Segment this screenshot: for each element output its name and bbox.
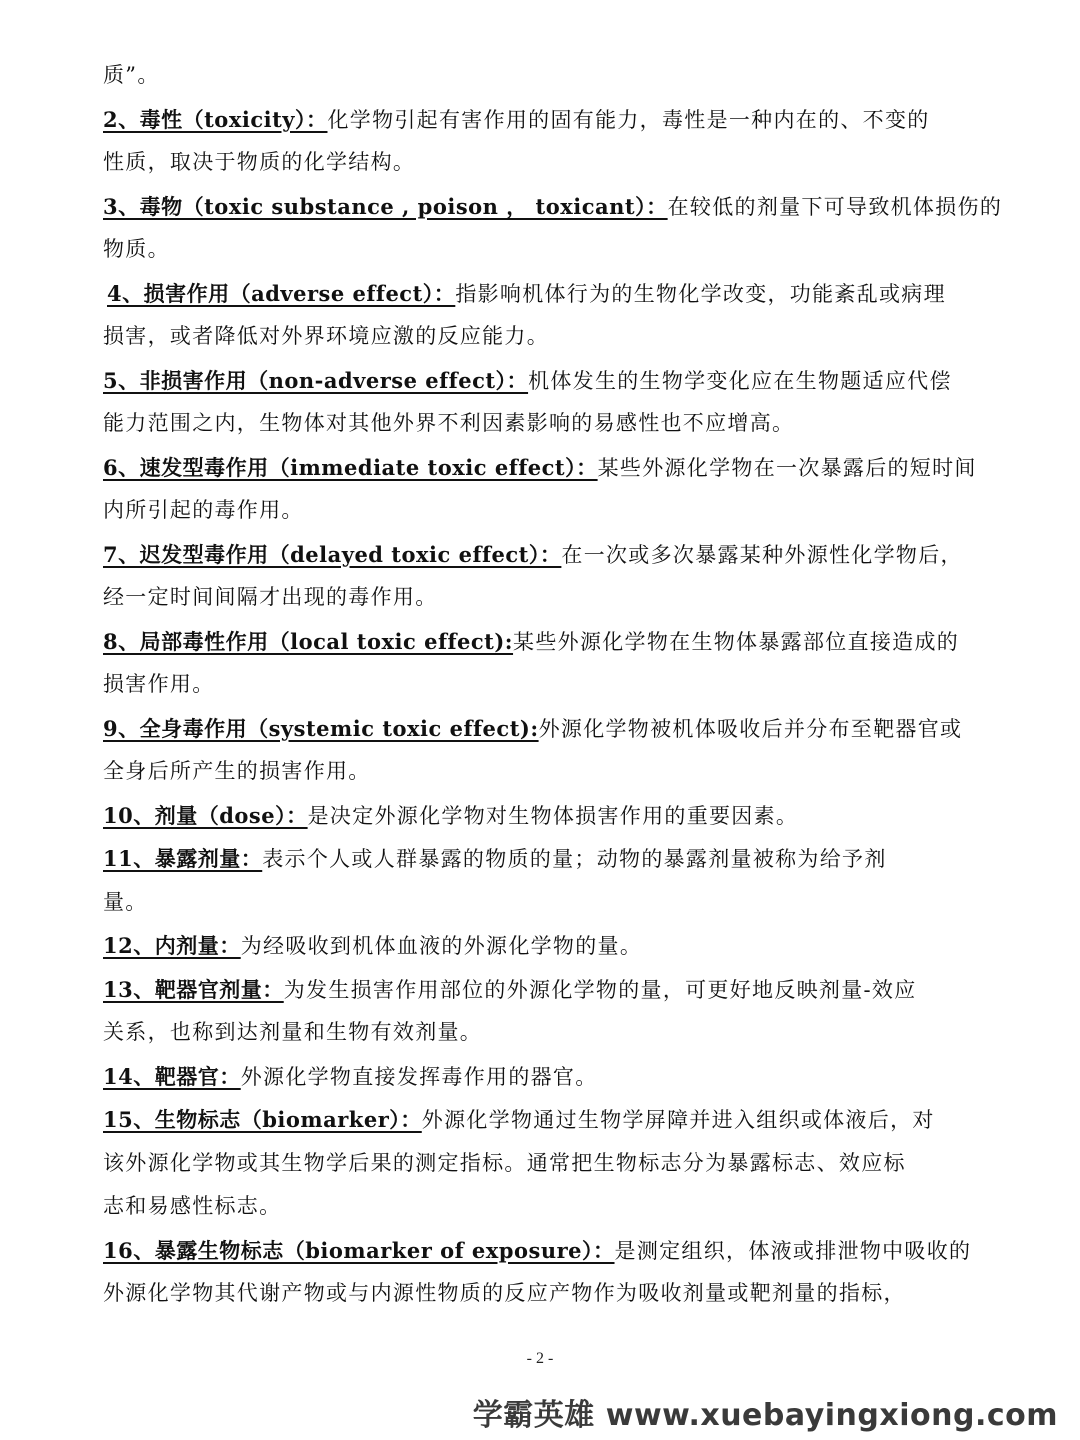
definition-text: 为经吸收到机体血液的外源化学物的量。: [240, 934, 643, 958]
definition-text: 关系，也称到达剂量和生物有效剂量。: [103, 1020, 483, 1044]
definition-term: 11、暴露剂量：: [103, 846, 263, 871]
definition-text: 为发生损害作用部位的外源化学物的量，可更好地反映剂量-效应: [283, 977, 917, 1002]
text-line: [103, 446, 983, 490]
text-line: [103, 315, 983, 359]
text-line: [103, 359, 983, 403]
definition-text: 志和易感性标志。: [103, 1194, 282, 1218]
definition-text: 指影响机体行为的生物化学改变，功能紊乱或病理: [455, 281, 946, 306]
text-line: [103, 489, 983, 533]
definition-text: 损害作用。: [103, 672, 215, 696]
definition-term: 15、生物标志（biomarker）：: [103, 1107, 422, 1132]
text-line: [103, 1098, 983, 1142]
definition-text: 质”。: [103, 63, 160, 87]
definition-text: 机体发生的生物学变化应在生物题适应代偿: [528, 368, 952, 393]
definition-term: 13、靶器官剂量：: [103, 976, 284, 1002]
text-line: [103, 881, 983, 925]
definition-term: 6、速发型毒作用（immediate toxic effect）：: [103, 454, 598, 480]
text-line: [103, 1011, 983, 1055]
definition-text: 外源化学物通过生物学屏障并进入组织或体液后，对: [421, 1108, 935, 1132]
text-line: [103, 272, 983, 316]
text-line: [103, 54, 983, 98]
definition-text: 该外源化学物或其生物学后果的测定指标。通常把生物标志分为暴露标志、效应标: [103, 1150, 906, 1175]
text-line: [103, 924, 983, 968]
definition-text: 全身后所产生的损害作用。: [103, 759, 371, 783]
definition-text: 在一次或多次暴露某种外源性化学物后，: [561, 542, 963, 567]
definition-text: 外源化学物直接发挥毒作用的器官。: [240, 1064, 598, 1089]
definition-term: 3、毒物（toxic substance , poison ， toxicant）：: [103, 193, 668, 219]
text-line: [103, 402, 983, 446]
definition-term: 7、迟发型毒作用（delayed toxic effect）：: [103, 541, 562, 567]
definition-term: 9、全身毒作用（systemic toxic effect):: [103, 715, 539, 741]
definition-text: 在较低的剂量下可导致机体损伤的: [667, 194, 1003, 219]
definition-term: 12、内剂量：: [103, 933, 241, 958]
text-line: [103, 707, 983, 751]
definition-text: 化学物引起有害作用的固有能力，毒性是一种内在的、不变的: [327, 107, 930, 132]
text-line: [103, 1142, 983, 1186]
definition-term: 2、毒性（toxicity）：: [103, 106, 328, 132]
definition-term: 10、剂量（dose）：: [103, 802, 308, 828]
definition-text: 表示个人或人群暴露的物质的量；动物的暴露剂量被称为给予剂: [262, 847, 887, 871]
text-line: [103, 576, 983, 620]
text-line: [103, 663, 983, 707]
definition-text: 性质，取决于物质的化学结构。: [103, 150, 416, 174]
definition-term: 16、暴露生物标志（biomarker of exposure）：: [103, 1237, 615, 1263]
text-line: [103, 1055, 983, 1099]
text-line: [103, 794, 983, 838]
text-line: [103, 968, 983, 1012]
text-line: [103, 533, 983, 577]
definition-text: 外源化学物其代谢产物或与内源性物质的反应产物作为吸收剂量或靶剂量的指标，: [103, 1281, 906, 1305]
definition-text: 量。: [103, 889, 148, 914]
text-line: [103, 228, 983, 272]
definition-term: 8、局部毒性作用（local toxic effect):: [103, 628, 514, 654]
definition-text: 是测定组织，体液或排泄物中吸收的: [614, 1238, 972, 1263]
definition-text: 内所引起的毒作用。: [103, 498, 304, 522]
text-line: [103, 750, 983, 794]
definition-term: 14、靶器官：: [103, 1063, 241, 1089]
text-line: [103, 620, 983, 664]
definition-term: 4、损害作用（adverse effect）：: [107, 280, 456, 306]
definition-text: 某些外源化学物在一次暴露后的短时间: [597, 455, 977, 480]
text-line: [103, 1185, 983, 1229]
text-line: [103, 1229, 983, 1273]
text-line: [103, 98, 983, 142]
definition-text: 外源化学物被机体吸收后并分布至靶器官或: [538, 716, 963, 741]
definition-text: 某些外源化学物在生物体暴露部位直接造成的: [513, 629, 960, 654]
definition-text: 损害，或者降低对外界环境应激的反应能力。: [103, 324, 549, 348]
definition-text: 是决定外源化学物对生物体损害作用的重要因素。: [307, 803, 799, 828]
page-number: - 2 -: [526, 1350, 554, 1367]
definition-text: 能力范围之内，生物体对其他外界不利因素影响的易感性也不应增高。: [103, 411, 795, 435]
definition-text: 经一定时间间隔才出现的毒作用。: [103, 585, 438, 609]
site-watermark: 学霸英雄 www.xuebayingxiong.com: [472, 1398, 1058, 1433]
text-line: [103, 837, 983, 881]
document-body: [103, 54, 1003, 1316]
text-line: [103, 185, 1003, 229]
text-line: [103, 141, 983, 185]
text-line: [103, 1272, 983, 1316]
definition-term: 5、非损害作用（non-adverse effect）：: [103, 367, 529, 393]
definition-text: 物质。: [103, 237, 170, 261]
